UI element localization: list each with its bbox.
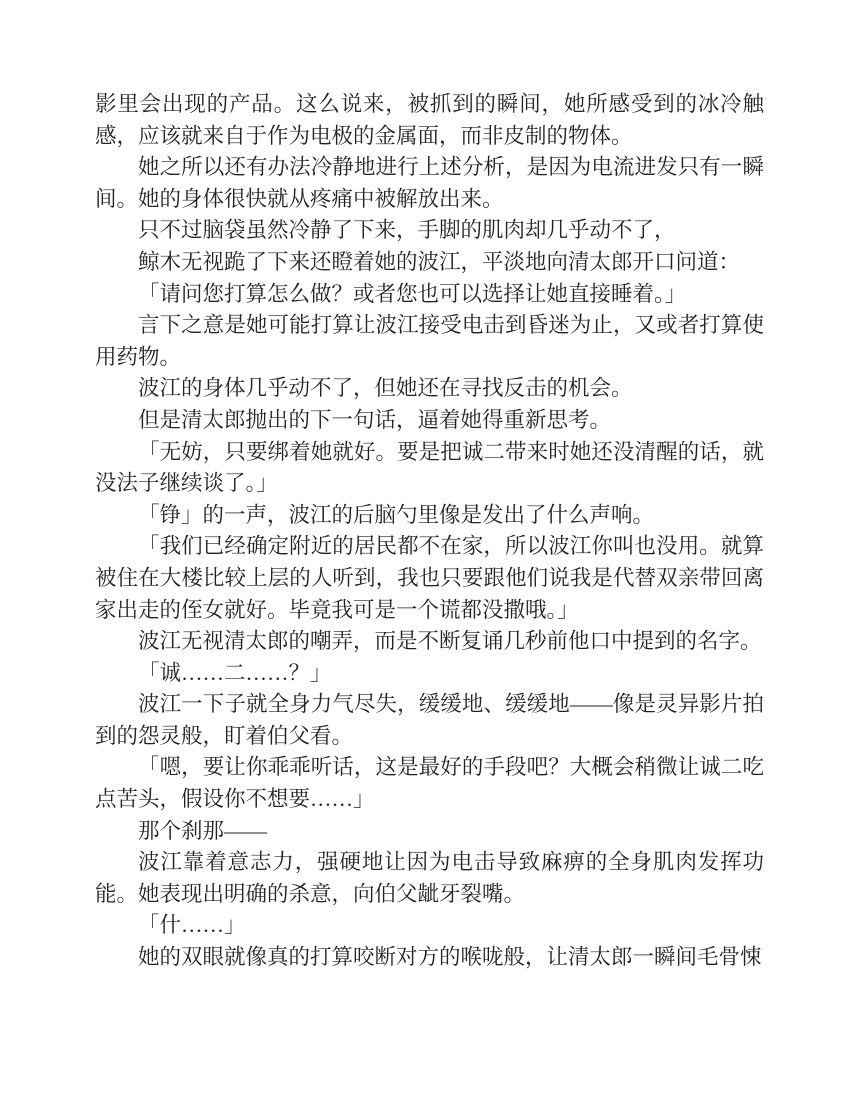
paragraph: 鲸木无视跪了下来还瞪着她的波江，平淡地向清太郎开口问道： (138, 249, 741, 274)
paragraph: 波江无视清太郎的嘲弄，而是不断复诵几秒前他口中提到的名字。 (138, 629, 762, 654)
paragraph: 「请问您打算怎么做？或者您也可以选择让她直接睡着。」 (138, 281, 687, 306)
text-column (95, 89, 764, 974)
paragraph: 「铮」的一声，波江的后脑勺里像是发出了什么声响。 (138, 502, 655, 527)
paragraph: 她之所以还有办法冷静地进行上述分析，是因为电流进发只有一瞬间。她的身体很快就从疼痛中被解放出来。 (95, 155, 764, 211)
paragraph: 「诚……二……？」 (138, 660, 332, 685)
paragraph: 只不过脑袋虽然冷静了下来，手脚的肌肉却几乎动不了， (138, 218, 676, 243)
paragraph: 「无妨，只要绑着她就好。要是把诚二带来时她还没清醒的话，就没法子继续谈了。」 (95, 439, 764, 496)
paragraph: 波江的身体几乎动不了，但她还在寻找反击的机会。 (138, 376, 633, 401)
paragraph: 「嗯，要让你乖乖听话，这是最好的手段吧？大概会稍微让诚二吃点苦头，假设你不想要……」 (95, 755, 764, 812)
paragraph: 「我们已经确定附近的居民都不在家，所以波江你叫也没用。就算被住在大楼比较上层的人听到，我也只要跟他们说我是代替双亲带回离家出走的侄女就好。毕竟我可是一个谎都没撒哦。」 (95, 534, 764, 622)
paragraph: 影里会出现的产品。这么说来，被抓到的瞬间，她所感受到的冰冷触感，应该就来自于作为电极的金属面，而非皮制的物体。 (95, 92, 764, 148)
paragraph: 波江一下子就全身力气尽失，缓缓地、缓缓地——像是灵异影片拍到的怨灵般，盯着伯父看。 (95, 692, 764, 748)
paragraph: 「什……」 (138, 913, 246, 938)
paragraph: 她的双眼就像真的打算咬断对方的喉咙般，让清太郎一瞬间毛骨悚 (138, 945, 762, 970)
paragraph: 那个刹那—— (138, 818, 268, 843)
paragraph: 言下之意是她可能打算让波江接受电击到昏迷为止，又或者打算使用药物。 (95, 313, 764, 369)
paragraph: 但是清太郎抛出的下一句话，逼着她得重新思考。 (138, 407, 612, 432)
paragraph: 波江靠着意志力，强硬地让因为电击导致麻痹的全身肌肉发挥功能。她表现出明确的杀意，向伯父龇牙裂嘴。 (95, 850, 764, 906)
